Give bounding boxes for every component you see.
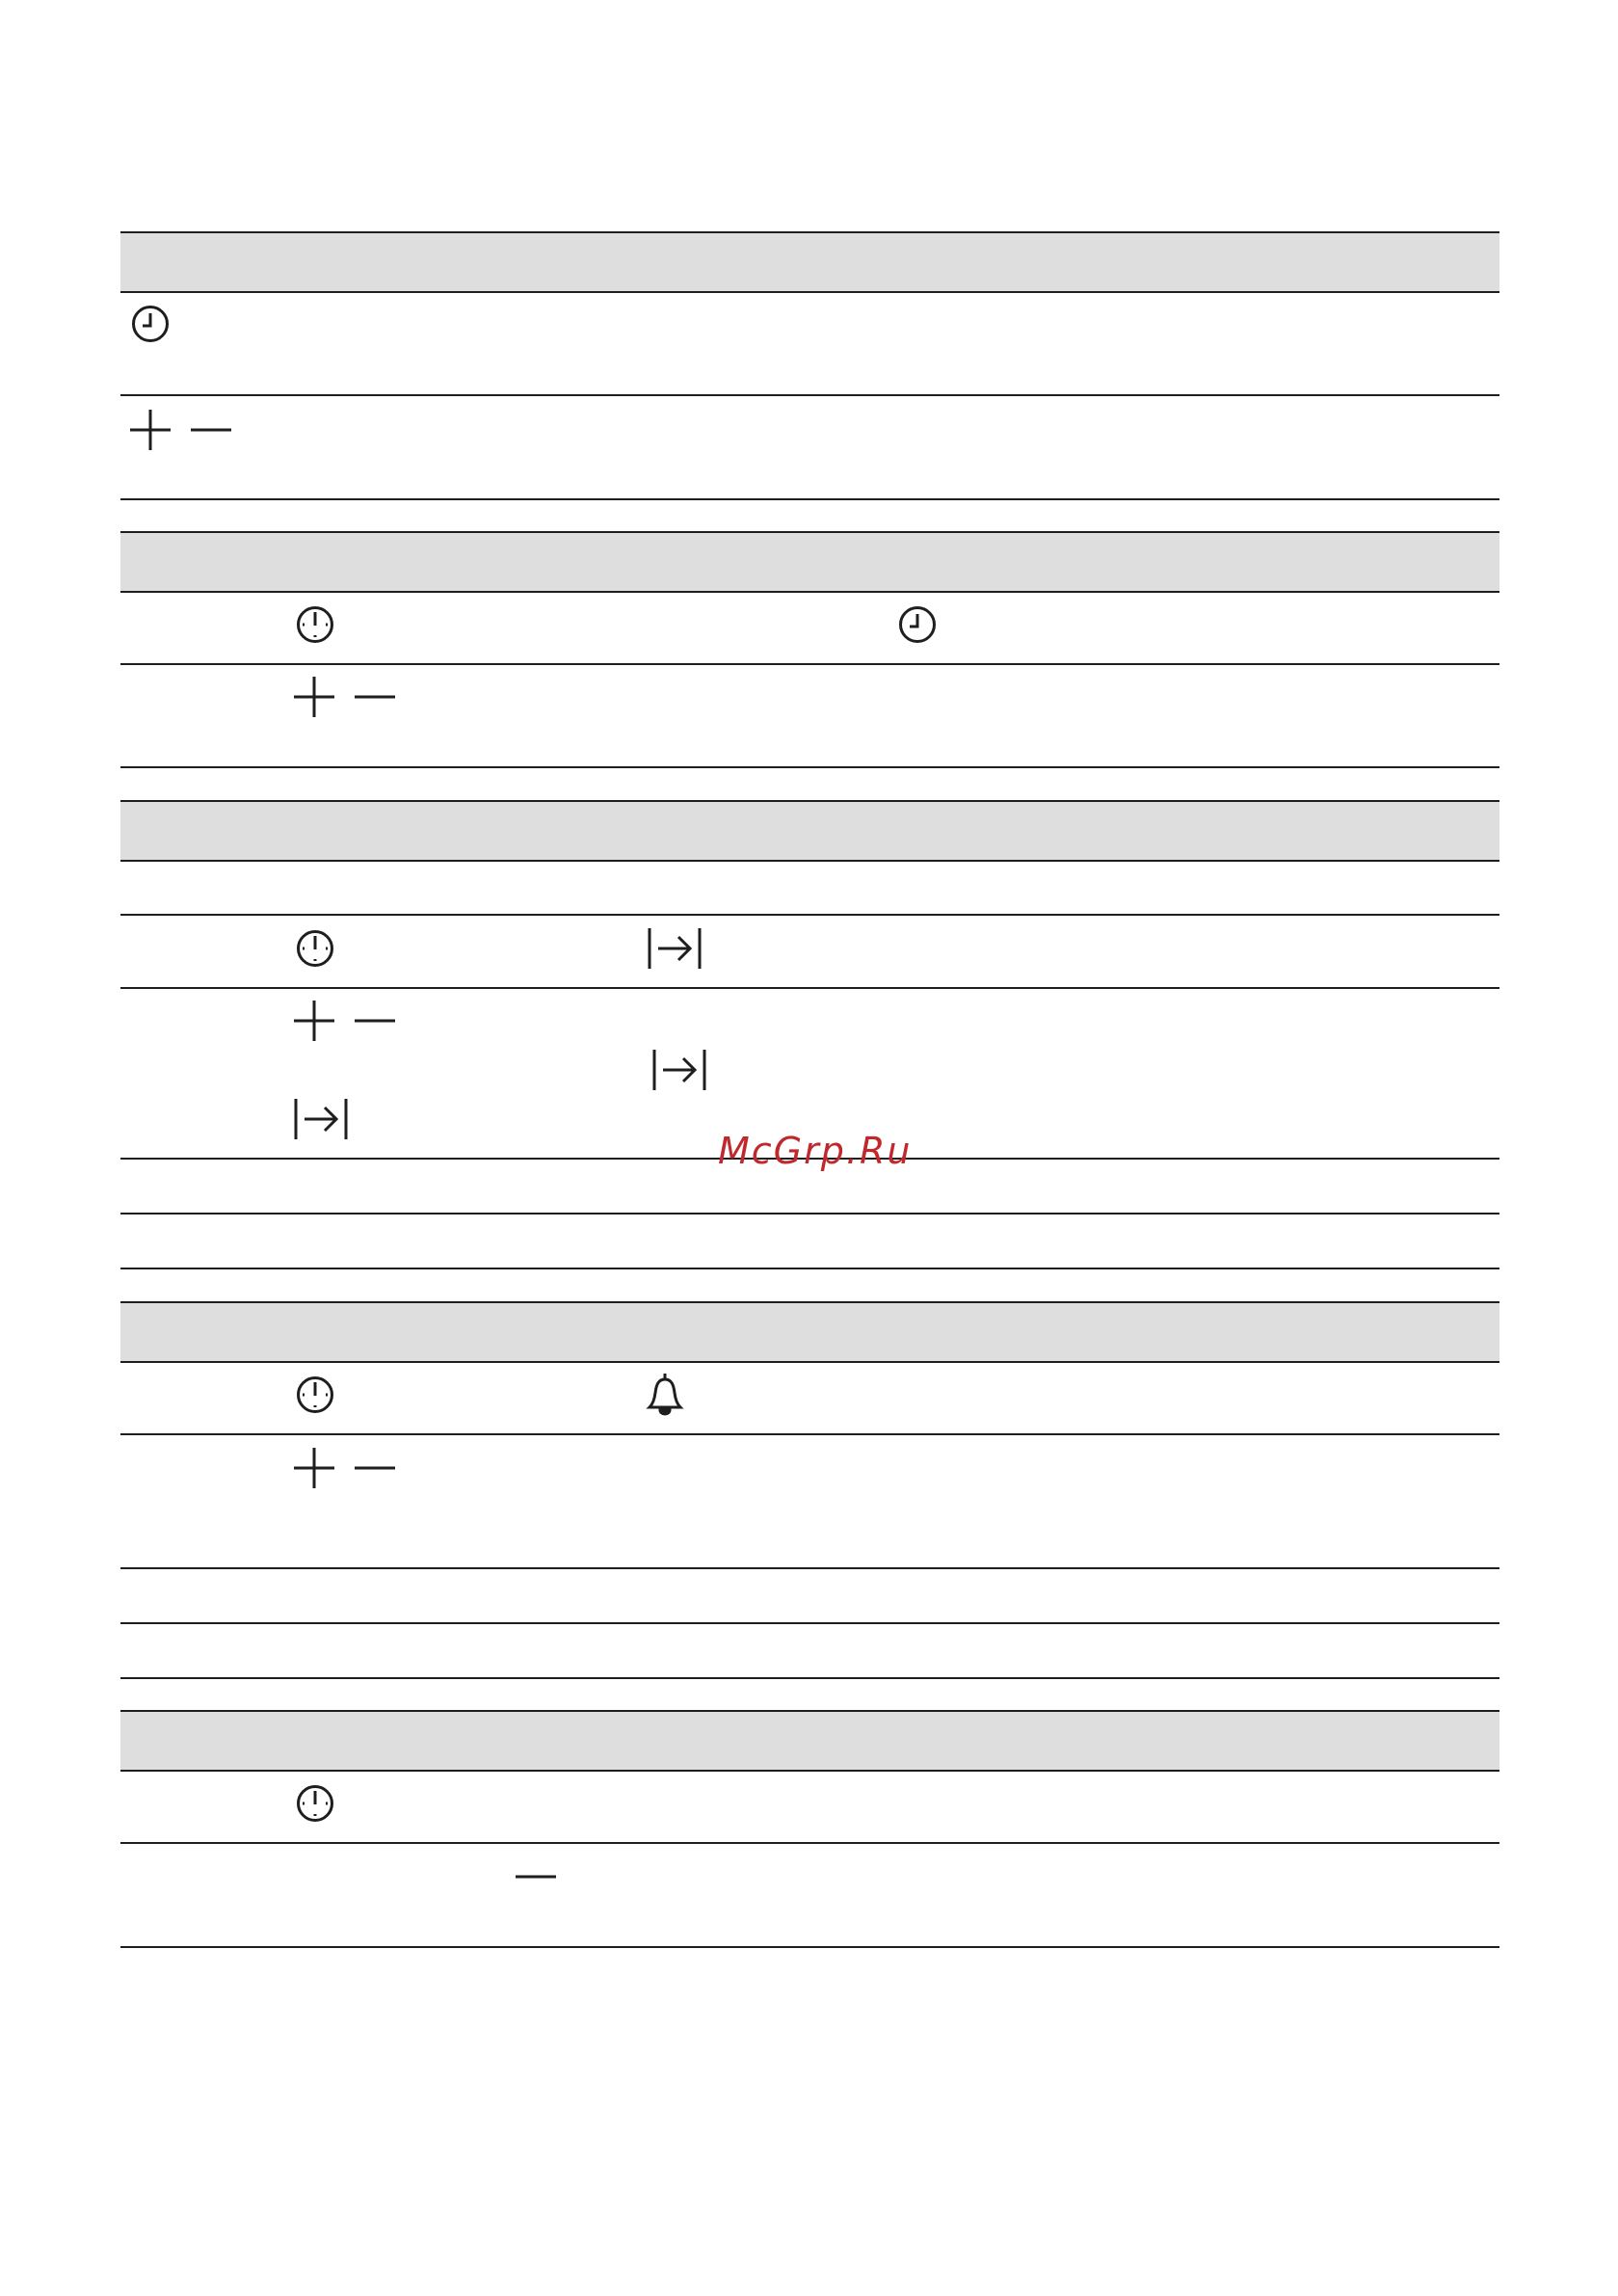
rule [120, 498, 1499, 500]
watermark: McGrp.Ru [718, 1130, 913, 1172]
rule [120, 1301, 1499, 1303]
rule [120, 914, 1499, 916]
rule [120, 1677, 1499, 1679]
rule [120, 860, 1499, 862]
timer-icon [296, 929, 334, 968]
rule [120, 1770, 1499, 1772]
rule [120, 800, 1499, 802]
minus-icon [355, 1466, 395, 1470]
plus-icon [294, 1448, 334, 1488]
rule [120, 591, 1499, 593]
table-2-header [120, 533, 1499, 591]
table-3-header [120, 802, 1499, 860]
skip-to-end-icon [648, 928, 702, 969]
plus-icon [130, 410, 171, 450]
clock-icon [898, 605, 937, 644]
table-1-header [120, 233, 1499, 291]
minus-icon [191, 428, 231, 432]
rule [120, 1433, 1499, 1435]
timer-icon [296, 1784, 334, 1823]
skip-to-end-icon [652, 1050, 706, 1090]
plus-icon [294, 1001, 334, 1041]
rule [120, 1842, 1499, 1844]
clock-icon [131, 305, 170, 343]
rule [120, 531, 1499, 533]
rule [120, 231, 1499, 233]
rule [120, 663, 1499, 665]
rule [120, 1622, 1499, 1624]
rule [120, 766, 1499, 768]
minus-icon [355, 1019, 395, 1023]
rule [120, 1213, 1499, 1215]
table-5-header [120, 1712, 1499, 1771]
timer-icon [296, 605, 334, 644]
plus-icon [294, 677, 334, 717]
minus-icon [516, 1875, 556, 1879]
bell-icon [649, 1374, 681, 1414]
rule [120, 1567, 1499, 1569]
rule [120, 394, 1499, 396]
rule [120, 1946, 1499, 1948]
rule [120, 987, 1499, 989]
rule [120, 1710, 1499, 1712]
rule [120, 291, 1499, 293]
timer-icon [296, 1375, 334, 1414]
rule [120, 1361, 1499, 1363]
table-4-header [120, 1303, 1499, 1361]
minus-icon [355, 695, 395, 699]
rule [120, 1268, 1499, 1269]
skip-to-end-icon [294, 1099, 348, 1139]
